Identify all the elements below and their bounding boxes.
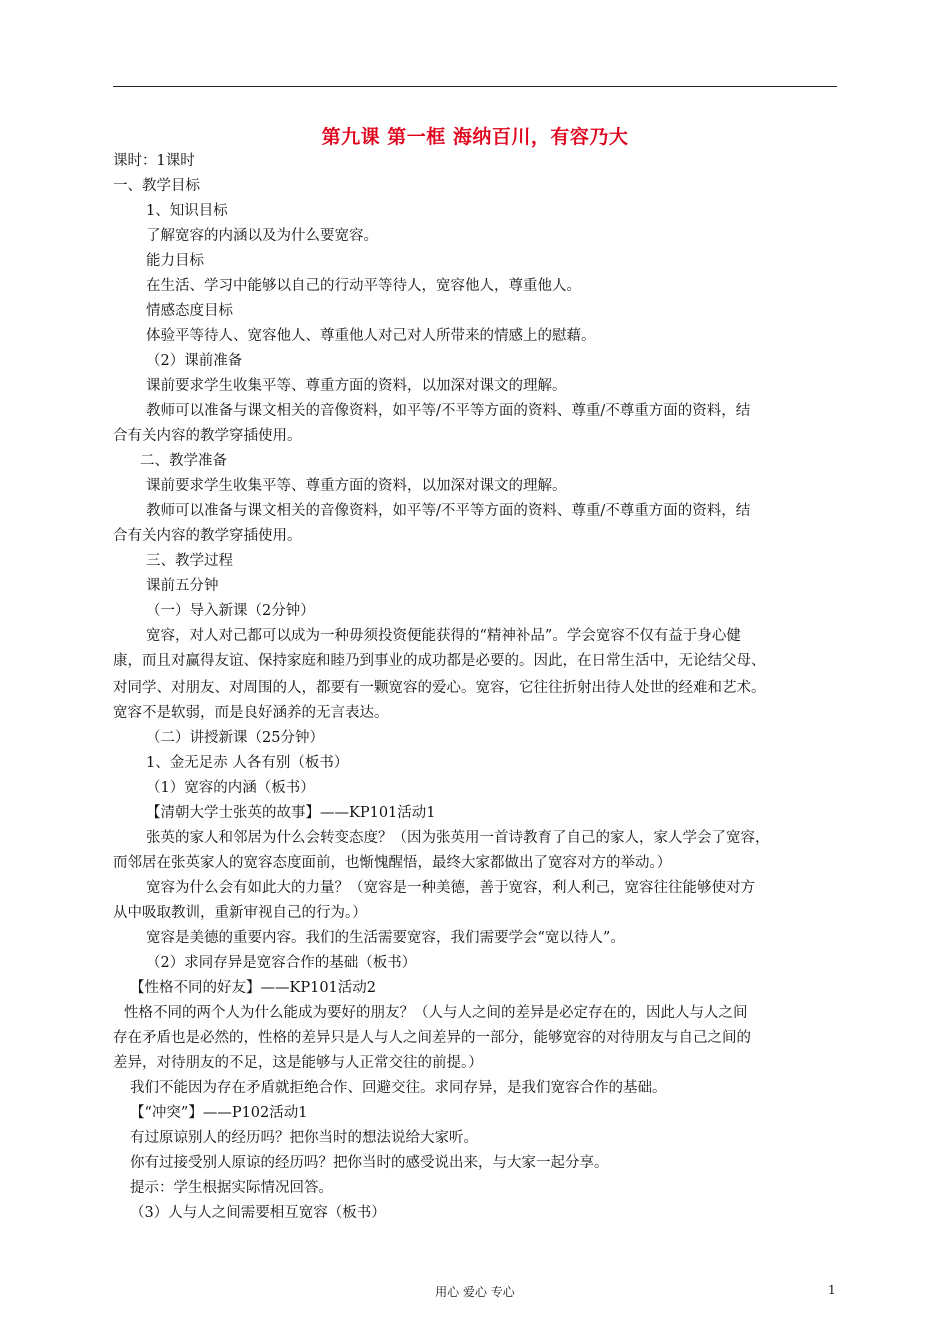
text-line: 有过原谅别人的经历吗？把你当时的想法说给大家听。 <box>130 1130 478 1146</box>
text-line: 【性格不同的好友】——KP101活动2 <box>130 980 376 996</box>
text-line: 康，而且对赢得友谊、保持家庭和睦乃到事业的成功都是必要的。因此，在日常生活中，无论结父母、 <box>113 653 766 669</box>
text-line: 宽容不是软弱，而是良好涵养的无言表达。 <box>113 705 389 721</box>
text-line: 课前要求学生收集平等、尊重方面的资料，以加深对课文的理解。 <box>146 478 567 494</box>
text-line: 课前五分钟 <box>146 578 219 594</box>
text-line: 能力目标 <box>146 253 204 269</box>
section-heading: 二、教学准备 <box>140 453 227 469</box>
text-line: 课时：1课时 <box>113 153 195 169</box>
page-title: 第九课 第一框 海纳百川，有容乃大 <box>321 126 629 148</box>
text-line: （2）求同存异是宽容合作的基础（板书） <box>146 955 417 971</box>
text-line: 张英的家人和邻居为什么会转变态度？（因为张英用一首诗教育了自己的家人，家人学会了宽容， <box>146 830 770 846</box>
text-line: 情感态度目标 <box>146 303 233 319</box>
text-line: （3）人与人之间需要相互宽容（板书） <box>130 1205 386 1221</box>
text-line: （一）导入新课（2分钟） <box>146 603 315 619</box>
text-line: 我们不能因为存在矛盾就拒绝合作、回避交往。求同存异，是我们宽容合作的基础。 <box>130 1080 667 1096</box>
text-line: 合有关内容的教学穿插使用。 <box>113 528 302 544</box>
text-line: 提示：学生根据实际情况回答。 <box>130 1180 333 1196</box>
page-number: 1 <box>828 1283 836 1297</box>
text-line: 存在矛盾也是必然的，性格的差异只是人与人之间差异的一部分，能够宽容的对待朋友与自己之间的 <box>113 1030 751 1046</box>
text-line: 从中吸取教训，重新审视自己的行为。） <box>113 905 367 921</box>
section-heading: 一、教学目标 <box>113 178 200 194</box>
text-line: 1、金无足赤 人各有别（板书） <box>146 755 349 771</box>
text-line: 课前要求学生收集平等、尊重方面的资料，以加深对课文的理解。 <box>146 378 567 394</box>
text-line: 而邻居在张英家人的宽容态度面前，也惭愧醒悟，最终大家都做出了宽容对方的举动。） <box>113 855 672 871</box>
text-line: 【清朝大学士张英的故事】——KP101活动1 <box>146 805 436 821</box>
header-rule <box>113 86 837 87</box>
text-line: 差异，对待朋友的不足，这是能够与人正常交往的前提。） <box>113 1055 483 1071</box>
footer-text: 用心 爱心 专心 <box>435 1285 515 1299</box>
text-line: 宽容为什么会有如此大的力量？（宽容是一种美德，善于宽容，利人利己，宽容往往能够使对方 <box>146 880 755 896</box>
text-line: （1）宽容的内涵（板书） <box>146 780 315 796</box>
text-line: 教师可以准备与课文相关的音像资料，如平等/不平等方面的资料、尊重/不尊重方面的资料，结 <box>146 503 751 519</box>
text-line: 教师可以准备与课文相关的音像资料，如平等/不平等方面的资料、尊重/不尊重方面的资料，结 <box>146 403 751 419</box>
text-line: 【“冲突”】——P102活动1 <box>130 1105 308 1121</box>
text-line: 体验平等待人、宽容他人、尊重他人对己对人所带来的情感上的慰藉。 <box>146 328 596 344</box>
text-line: （2）课前准备 <box>146 353 243 369</box>
text-line: 了解宽容的内涵以及为什么要宽容。 <box>146 228 378 244</box>
text-line: 在生活、学习中能够以自己的行动平等待人，宽容他人，尊重他人。 <box>146 278 581 294</box>
text-line: 对同学、对朋友、对周围的人，都要有一颗宽容的爱心。宽容，它往往折射出待人处世的经难和艺术。 <box>113 680 766 696</box>
text-line: 合有关内容的教学穿插使用。 <box>113 428 302 444</box>
text-line: 你有过接受别人原谅的经历吗？把你当时的感受说出来，与大家一起分享。 <box>130 1155 609 1171</box>
text-line: 性格不同的两个人为什么能成为要好的朋友？（人与人之间的差异是必定存在的，因此人与人之间 <box>124 1005 748 1021</box>
text-line: 1、知识目标 <box>146 203 228 219</box>
text-line: （二）讲授新课（25分钟） <box>146 730 324 746</box>
section-heading: 三、教学过程 <box>146 553 233 569</box>
text-line: 宽容，对人对己都可以成为一种毋须投资便能获得的“精神补品”。学会宽容不仅有益于身心健 <box>146 628 741 644</box>
text-line: 宽容是美德的重要内容。我们的生活需要宽容，我们需要学会“宽以待人”。 <box>146 930 625 946</box>
